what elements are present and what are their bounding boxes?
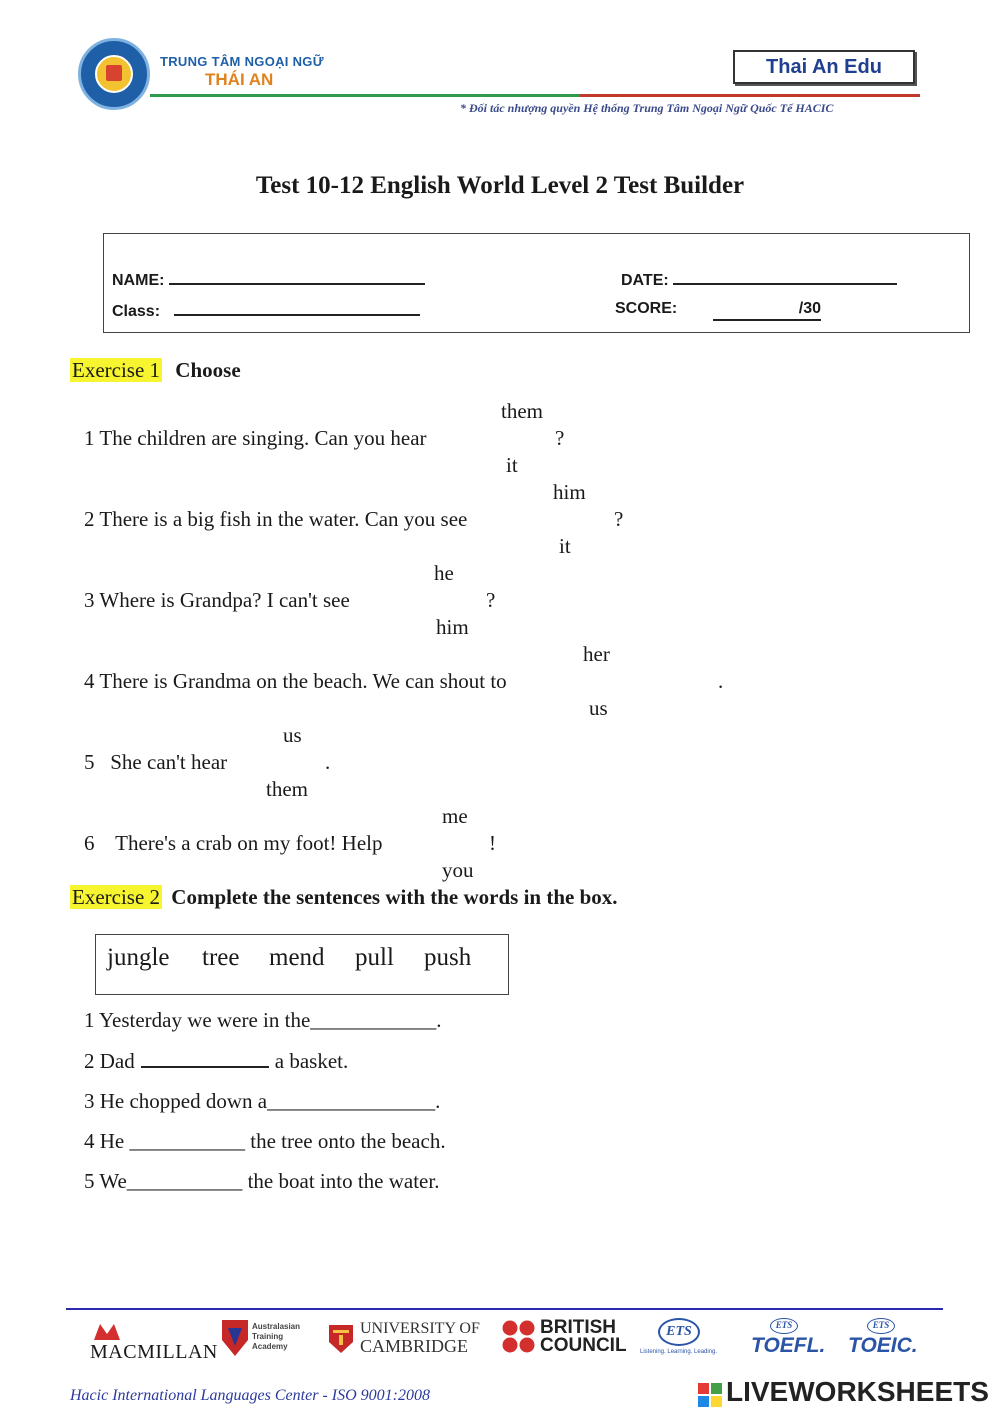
footer-divider [66, 1308, 943, 1310]
ex2-s5-before: 5 We [84, 1169, 127, 1193]
class-field [112, 300, 420, 321]
ex1-q3-option-2[interactable]: him [436, 615, 469, 639]
header-divider-green [150, 94, 580, 97]
exercise2-instruction: Complete the sentences with the words in the box. [171, 885, 618, 909]
header-divider-red [580, 94, 920, 97]
ex2-sentence-3 [84, 1089, 440, 1114]
ex2-s1-after: . [436, 1008, 442, 1032]
center-name-line2: THÁI AN [205, 70, 274, 89]
cambridge-crest-icon [328, 1324, 354, 1354]
word-box-item: tree [202, 944, 240, 971]
ex1-q6-option-1[interactable]: me [442, 804, 468, 828]
ex1-q4-option-1[interactable]: her [583, 642, 610, 666]
ex2-s2-before: 2 Dad [84, 1049, 135, 1073]
ex2-s1-before: 1 Yesterday we were in the [84, 1008, 311, 1032]
center-name-line1: TRUNG TÂM NGOẠI NGỮ [160, 54, 324, 69]
macmillan-logo: MACMILLAN [90, 1341, 218, 1363]
toeic-ets-badge: ETS [867, 1318, 895, 1334]
ex1-q5-text: 5 She can't hear [84, 750, 228, 774]
ex1-q4-option-2[interactable]: us [589, 696, 608, 720]
word-box-item: mend [269, 944, 325, 971]
ata-logo: Australasian Training Academy [252, 1322, 301, 1351]
liveworksheets-icon [698, 1383, 722, 1407]
ex1-q1-text: 1 The children are singing. Can you hear [84, 426, 427, 450]
exercise2-label: Exercise 2 [72, 885, 161, 909]
center-logo [78, 38, 150, 110]
ex1-q1-option-2[interactable]: it [506, 453, 518, 477]
brand-box: Thai An Edu [733, 50, 915, 84]
ex1-q5-end: . [325, 750, 331, 774]
ex1-q3-text: 3 Where is Grandpa? I can't see [84, 588, 350, 612]
cambridge-line2: CAMBRIDGE [360, 1336, 469, 1356]
liveworksheets-watermark: LIVEWORKSHEETS [726, 1376, 989, 1407]
exercise1-instruction: Choose [175, 358, 241, 382]
score-field [615, 300, 677, 318]
ets-tagline: Listening. Learning. Leading. [640, 1349, 718, 1355]
ex1-q3-end: ? [486, 588, 496, 612]
ex1-q1-end: ? [555, 426, 565, 450]
ex2-sentence-1 [84, 1008, 442, 1033]
ex2-s1-blank[interactable]: ____________ [310, 1008, 437, 1032]
ex2-s3-after: . [435, 1089, 441, 1113]
name-field [112, 269, 425, 290]
date-blank[interactable] [673, 269, 897, 285]
ex1-q6-end: ! [489, 831, 496, 855]
ex2-s3-blank[interactable]: ________________ [267, 1089, 436, 1113]
score-total: /30 [798, 300, 821, 317]
word-box-item: jungle [107, 944, 170, 971]
ex1-q4-end: . [718, 669, 724, 693]
ex1-q2-option-1[interactable]: him [553, 480, 586, 504]
ex1-q2-end: ? [614, 507, 624, 531]
ex2-s4-after: the tree onto the beach. [250, 1129, 446, 1153]
ex1-q3-option-1[interactable]: he [434, 561, 454, 585]
date-label: DATE: [621, 272, 669, 289]
toeic-logo: TOEIC. [848, 1334, 918, 1357]
exercise1-label: Exercise 1 [72, 358, 161, 382]
ata-shield-icon [220, 1318, 250, 1358]
name-blank[interactable] [169, 269, 425, 285]
word-box-item: push [424, 944, 472, 971]
british-council-line2: COUNCIL [540, 1335, 627, 1356]
ex2-s3-before: 3 He chopped down a [84, 1089, 268, 1113]
class-label: Class: [112, 303, 161, 320]
british-council-dots-icon [502, 1320, 536, 1354]
ex1-q2-text: 2 There is a big fish in the water. Can you see [84, 507, 468, 531]
exercise1-heading [70, 358, 241, 383]
toefl-ets-badge: ETS [770, 1318, 798, 1334]
score-blank[interactable] [713, 300, 821, 321]
toefl-logo: TOEFL. [751, 1334, 826, 1357]
date-field [621, 269, 897, 290]
ex2-s5-blank[interactable]: ___________ [126, 1169, 243, 1193]
ex2-sentence-5 [84, 1169, 439, 1194]
partner-note: * Đối tác nhượng quyền Hệ thống Trung Tâm Ngoại Ngữ Quốc Tế HACIC [460, 101, 834, 115]
ex2-s5-after: the boat into the water. [247, 1169, 440, 1193]
ex1-q5-option-1[interactable]: us [283, 723, 302, 747]
ex1-q1-option-1[interactable]: them [501, 399, 543, 423]
ets-logo: ETS [658, 1318, 700, 1346]
ex2-sentence-4 [84, 1129, 446, 1154]
score-label: SCORE: [615, 300, 678, 317]
ex2-s2-blank[interactable] [141, 1048, 269, 1068]
macmillan-icon [92, 1320, 122, 1342]
class-blank[interactable] [174, 300, 420, 316]
word-box-item: pull [355, 944, 394, 971]
footer-center-name: Hacic International Languages Center - ISO 9001:2008 [70, 1387, 430, 1404]
ex2-s4-blank[interactable]: ___________ [129, 1129, 245, 1153]
cambridge-line1: UNIVERSITY OF [360, 1320, 480, 1337]
ex2-sentence-2 [84, 1048, 348, 1074]
ex2-s2-after: a basket. [274, 1049, 349, 1073]
document-title: Test 10-12 English World Level 2 Test Builder [255, 172, 745, 199]
exercise2-heading [70, 885, 618, 910]
british-council-line1: BRITISH [540, 1317, 616, 1338]
ex1-q5-option-2[interactable]: them [266, 777, 308, 801]
ex1-q4-text: 4 There is Grandma on the beach. We can shout to [84, 669, 507, 693]
ex2-s4-before: 4 He [84, 1129, 125, 1153]
name-label: NAME: [112, 272, 165, 289]
ex1-q2-option-2[interactable]: it [559, 534, 571, 558]
ex1-q6-option-2[interactable]: you [442, 858, 474, 882]
ex1-q6-text: 6 There's a crab on my foot! Help [84, 831, 383, 855]
